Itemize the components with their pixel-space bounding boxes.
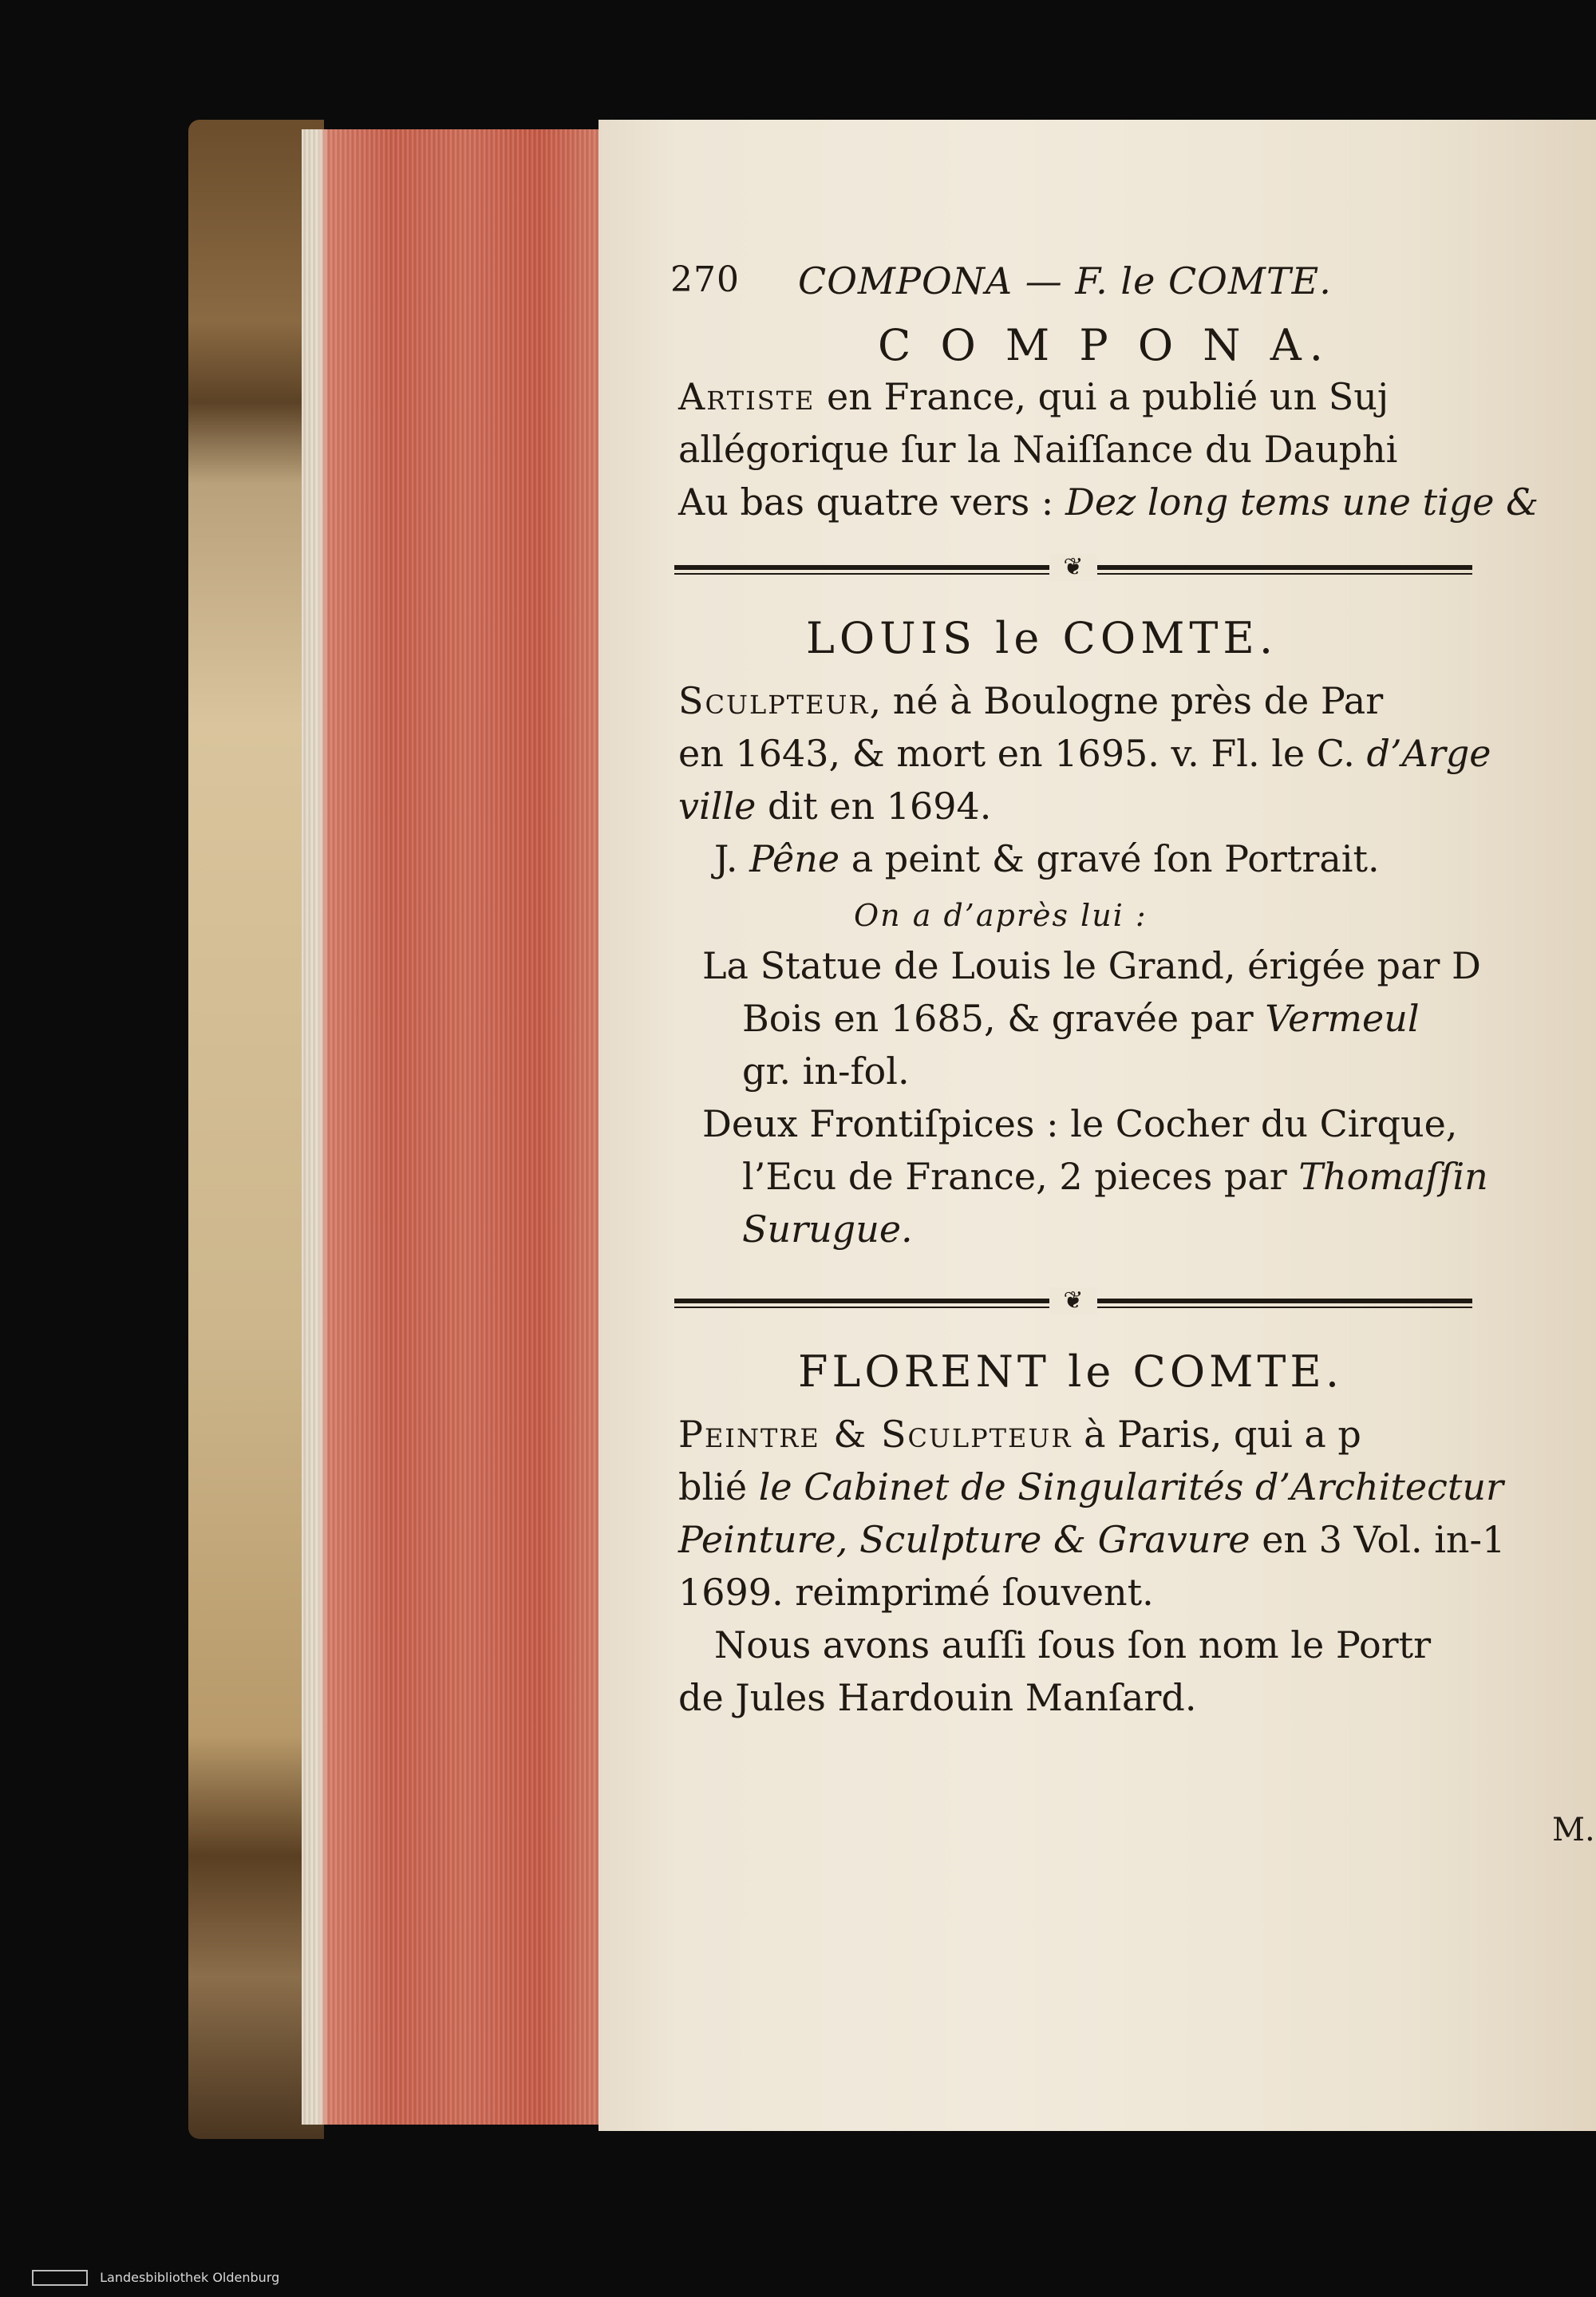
louis-item-1-line-2-italic: Vermeul: [1265, 997, 1420, 1040]
florent-lead: Peintre & Sculpteur: [678, 1413, 1073, 1456]
louis-item-1-line-3: gr. in-fol.: [742, 1050, 910, 1093]
compona-line-3-italic: Dez long tems une tige &: [1065, 480, 1539, 524]
compona-line-1: [678, 370, 1596, 423]
louis-line-3-text: dit en 1694.: [756, 785, 992, 828]
louis-line-2-text: en 1643, & mort en 1695. v. Fl. le C.: [678, 732, 1367, 775]
ornamental-divider-1: [674, 554, 1472, 581]
florent-line-4: 1699. reimprimé ſouvent.: [678, 1571, 1154, 1614]
louis-item-2-line-2-italic: Thomaſſin: [1298, 1155, 1488, 1198]
library-name: Landesbibliothek Oldenburg: [100, 2270, 280, 2285]
louis-lead: Sculpteur: [678, 679, 870, 722]
louis-line-3: [678, 780, 1596, 832]
louis-item-2-line-2-text: l’Ecu de France, 2 pieces par: [742, 1155, 1299, 1198]
page-number: 270: [670, 259, 740, 300]
louis-line-2-italic: d’Arge: [1366, 732, 1491, 775]
louis-item-1-line-2: [742, 992, 1596, 1045]
ornament-icon: ❦: [1049, 554, 1097, 581]
florent-line-2: [678, 1461, 1596, 1513]
florent-line-6: de Jules Hardouin Manſard.: [678, 1676, 1197, 1719]
louis-line-4-pre: J.: [714, 837, 750, 880]
compona-line-3-text: Au bas quatre vers :: [678, 480, 1065, 524]
book-page: [598, 120, 1596, 2131]
louis-line-4-text: a peint & gravé ſon Portrait.: [839, 837, 1380, 880]
compona-lead: Artiste: [678, 375, 816, 418]
louis-line-1-text: , né à Boulogne près de Par: [869, 679, 1384, 722]
florent-line-5: Nous avons auſſi ſous ſon nom le Portr: [714, 1623, 1432, 1666]
louis-item-2-line-1: Deux Frontiſpices : le Cocher du Cirque,: [702, 1102, 1458, 1145]
page-edges: [302, 129, 598, 2125]
florent-line-3: [678, 1513, 1596, 1566]
heading-louis: LOUIS le COMTE.: [806, 613, 1278, 663]
heading-florent: FLORENT le COMTE.: [798, 1346, 1343, 1397]
louis-line-2: [678, 727, 1596, 780]
running-head-title: COMPONA — F. le COMTE.: [798, 259, 1332, 302]
florent-line-3-italic: Peinture, Sculpture & Gravure: [678, 1518, 1250, 1561]
louis-subheading: On a d’après lui :: [854, 898, 1148, 933]
louis-line-4: [714, 832, 1596, 885]
ornament-icon: ❦: [1049, 1287, 1097, 1315]
library-logo-icon: [32, 2270, 88, 2286]
florent-line-1-text: à Paris, qui a p: [1072, 1413, 1361, 1456]
louis-line-3-italic: ville: [678, 785, 757, 828]
compona-line-3: [678, 476, 1596, 528]
compona-line-1-text: en France, qui a publié un Suj: [815, 375, 1389, 418]
florent-line-3-text: en 3 Vol. in-1: [1250, 1518, 1506, 1561]
louis-item-1-line-1: La Statue de Louis le Grand, érigée par D: [702, 944, 1481, 987]
compona-line-2: allégorique ſur la Naiſſance du Dauphi: [678, 428, 1398, 471]
heading-compona: C O M P O N A.: [878, 320, 1331, 370]
catchword: M.: [1552, 1812, 1595, 1848]
florent-line-1: [678, 1408, 1596, 1461]
louis-item-1-line-2-text: Bois en 1685, & gravée par: [742, 997, 1266, 1040]
ornamental-divider-2: [674, 1287, 1472, 1315]
running-head: [670, 259, 1596, 315]
louis-line-4-italic: Pêne: [749, 837, 840, 880]
florent-line-2-text: blié: [678, 1465, 759, 1508]
louis-item-2-line-2: [742, 1150, 1596, 1203]
louis-item-2-line-3: Surugue.: [742, 1208, 913, 1251]
text-block: [670, 259, 1596, 1724]
louis-line-1: [678, 674, 1596, 727]
footer-bar: [0, 2259, 1596, 2297]
florent-line-2-italic: le Cabinet de Singularités d’Architectur: [758, 1465, 1503, 1508]
